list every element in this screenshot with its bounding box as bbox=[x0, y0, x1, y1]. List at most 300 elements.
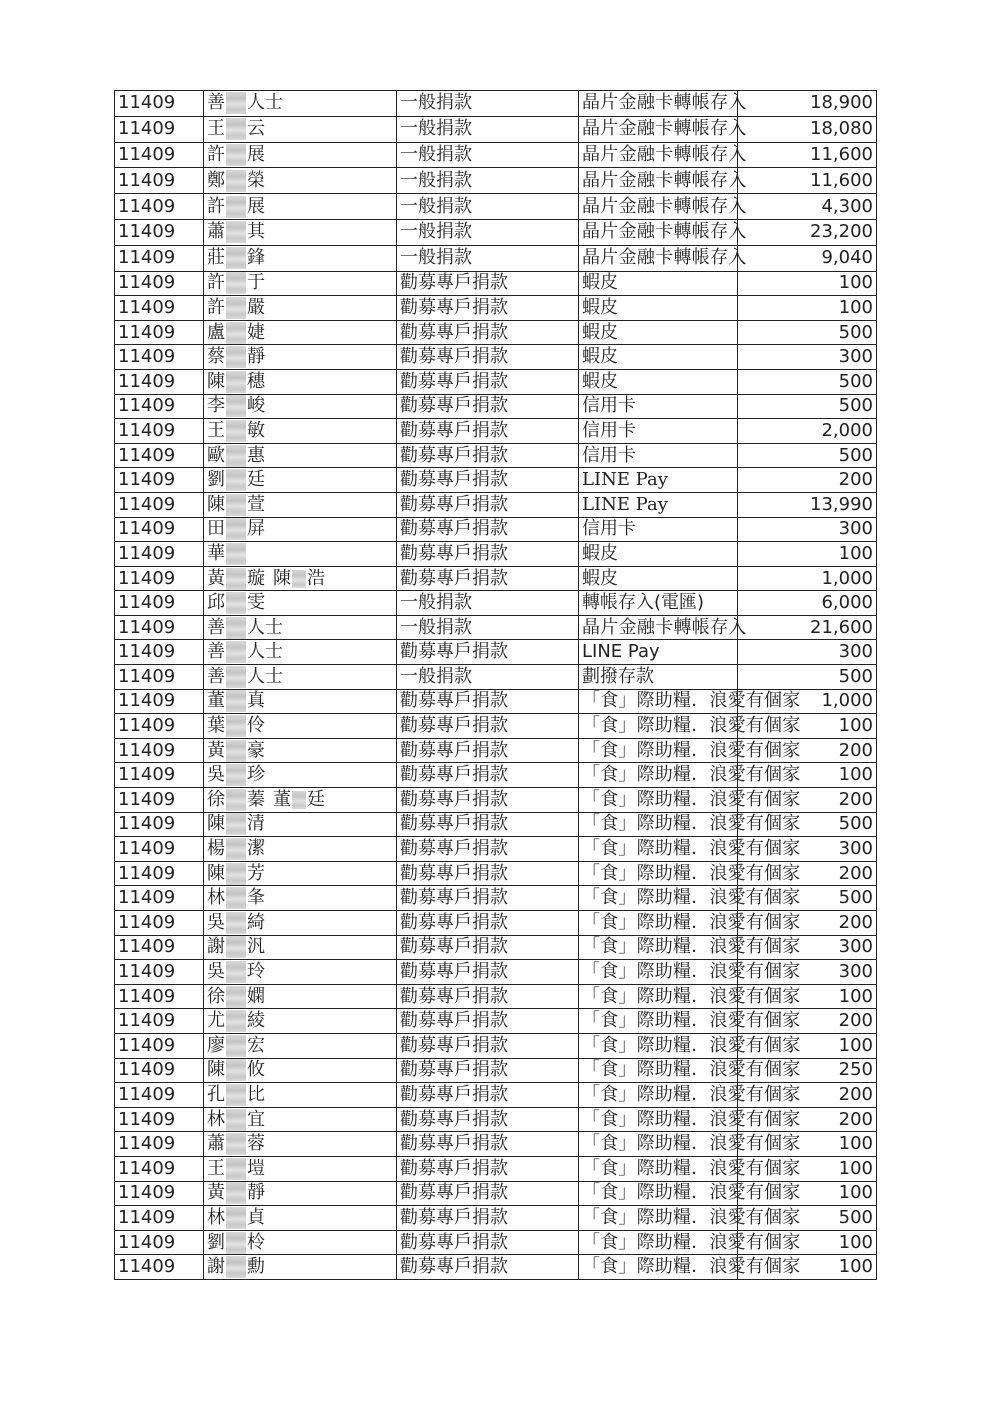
donation-type-cell: 勸募專戶捐款 bbox=[397, 1230, 579, 1255]
amount-cell: 100 bbox=[738, 1132, 877, 1157]
redacted-block bbox=[226, 1256, 246, 1278]
donor-surname: 吳 bbox=[207, 911, 225, 933]
redacted-block bbox=[226, 740, 246, 762]
donor-name-cell bbox=[204, 91, 397, 117]
month-cell: 11409 bbox=[115, 394, 204, 419]
redacted-block bbox=[226, 170, 246, 192]
donor-given-name: 真 bbox=[247, 690, 265, 712]
donation-type-cell: 一般捐款 bbox=[397, 219, 579, 245]
donor-name-cell bbox=[204, 861, 397, 886]
table-row bbox=[115, 1206, 877, 1231]
payment-method-cell: 「食」際助糧．浪愛有個家 bbox=[579, 1206, 738, 1231]
donor-name-cell bbox=[204, 738, 397, 763]
donor-surname: 劉 bbox=[207, 469, 225, 491]
donor-given-name: 人士 bbox=[247, 641, 283, 663]
table-row bbox=[115, 1107, 877, 1132]
payment-method-cell: 「食」際助糧．浪愛有個家 bbox=[579, 763, 738, 788]
donation-type-cell: 勸募專戶捐款 bbox=[397, 1255, 579, 1280]
donor-name-cell bbox=[204, 1107, 397, 1132]
month-cell: 11409 bbox=[115, 911, 204, 936]
amount-cell: 200 bbox=[738, 738, 877, 763]
table-row bbox=[115, 861, 877, 886]
month-cell: 11409 bbox=[115, 1107, 204, 1132]
redacted-block bbox=[226, 543, 246, 565]
month-cell: 11409 bbox=[115, 615, 204, 640]
redacted-block bbox=[226, 863, 246, 885]
donor-given-name: 柃 bbox=[247, 1231, 265, 1253]
redacted-block bbox=[226, 272, 246, 294]
amount-cell: 100 bbox=[738, 1033, 877, 1058]
donation-type-cell: 勸募專戶捐款 bbox=[397, 837, 579, 862]
donor-name-cell bbox=[204, 763, 397, 788]
donor-given-name: 潔 bbox=[247, 838, 265, 860]
amount-cell: 100 bbox=[738, 763, 877, 788]
donor-given-name: 宏 bbox=[247, 1034, 265, 1056]
redacted-block bbox=[226, 568, 246, 590]
donation-type-cell: 勸募專戶捐款 bbox=[397, 640, 579, 665]
month-cell: 11409 bbox=[115, 1206, 204, 1231]
donor-name-cell bbox=[204, 492, 397, 517]
payment-method-cell: 「食」際助糧．浪愛有個家 bbox=[579, 1083, 738, 1108]
table-row bbox=[115, 935, 877, 960]
table-row bbox=[115, 542, 877, 567]
donor-surname: 善 bbox=[207, 616, 225, 638]
month-cell: 11409 bbox=[115, 271, 204, 296]
donor-name-cell bbox=[204, 984, 397, 1009]
donor-given-name: 雯 bbox=[247, 592, 265, 614]
donor-name-cell bbox=[204, 886, 397, 911]
table-row bbox=[115, 615, 877, 640]
month-cell: 11409 bbox=[115, 960, 204, 985]
donor-name-cell bbox=[204, 1058, 397, 1083]
donor-given-name: 伶 bbox=[247, 715, 265, 737]
donor-surname: 王 bbox=[207, 419, 225, 441]
donor-name-cell bbox=[204, 542, 397, 567]
table-row bbox=[115, 345, 877, 370]
donation-type-cell: 勸募專戶捐款 bbox=[397, 1156, 579, 1181]
donor-surname: 陳 bbox=[207, 813, 225, 835]
donor-surname: 黃 bbox=[207, 739, 225, 761]
redacted-block bbox=[226, 1059, 246, 1081]
donor-given-name: 人士 bbox=[247, 665, 283, 687]
amount-cell: 200 bbox=[738, 1083, 877, 1108]
donation-table-body bbox=[115, 91, 877, 1280]
donor-given-name: 屏 bbox=[247, 518, 265, 540]
amount-cell: 18,080 bbox=[738, 116, 877, 142]
donation-type-cell: 勸募專戶捐款 bbox=[397, 492, 579, 517]
month-cell: 11409 bbox=[115, 738, 204, 763]
donor-given-name: 璇 bbox=[247, 567, 265, 589]
donor-name-cell bbox=[204, 1206, 397, 1231]
table-row bbox=[115, 1230, 877, 1255]
donor-name-cell bbox=[204, 517, 397, 542]
donor-surname: 王 bbox=[207, 1157, 225, 1179]
donation-type-cell: 勸募專戶捐款 bbox=[397, 1107, 579, 1132]
redacted-block bbox=[226, 961, 246, 983]
donor-given-name: 靜 bbox=[247, 1182, 265, 1204]
payment-method-cell: 蝦皮 bbox=[579, 320, 738, 345]
amount-cell: 6,000 bbox=[738, 591, 877, 616]
donor-name-cell bbox=[204, 468, 397, 493]
donor-given-name: 嚴 bbox=[247, 296, 265, 318]
amount-cell: 200 bbox=[738, 788, 877, 813]
month-cell: 11409 bbox=[115, 714, 204, 739]
redacted-block bbox=[226, 1207, 246, 1229]
amount-cell: 11,600 bbox=[738, 142, 877, 168]
payment-method-cell: 「食」際助糧．浪愛有個家 bbox=[579, 837, 738, 862]
month-cell: 11409 bbox=[115, 296, 204, 321]
donor-surname: 孔 bbox=[207, 1083, 225, 1105]
redacted-block bbox=[226, 887, 246, 909]
payment-method-cell: 「食」際助糧．浪愛有個家 bbox=[579, 788, 738, 813]
donor-surname: 謝 bbox=[207, 1256, 225, 1278]
donor-name-cell bbox=[204, 566, 397, 591]
donor-given-name: 人士 bbox=[247, 92, 283, 114]
table-row bbox=[115, 91, 877, 117]
table-row bbox=[115, 960, 877, 985]
amount-cell: 13,990 bbox=[738, 492, 877, 517]
redacted-block bbox=[226, 617, 246, 639]
table-row bbox=[115, 1156, 877, 1181]
donor-given-name: 鋒 bbox=[247, 247, 265, 269]
redacted-block bbox=[226, 666, 246, 688]
amount-cell: 300 bbox=[738, 935, 877, 960]
month-cell: 11409 bbox=[115, 245, 204, 271]
table-row bbox=[115, 1181, 877, 1206]
table-row bbox=[115, 1255, 877, 1280]
donor-name-cell bbox=[204, 296, 397, 321]
donor-given-name: 綺 bbox=[247, 911, 265, 933]
amount-cell: 21,600 bbox=[738, 615, 877, 640]
amount-cell: 100 bbox=[738, 542, 877, 567]
amount-cell: 100 bbox=[738, 714, 877, 739]
donor-name-cell bbox=[204, 615, 397, 640]
table-row bbox=[115, 911, 877, 936]
payment-method-cell: 「食」際助糧．浪愛有個家 bbox=[579, 1156, 738, 1181]
donor-given-name: 廷 bbox=[247, 469, 265, 491]
amount-cell: 300 bbox=[738, 517, 877, 542]
payment-method-cell: 「食」際助糧．浪愛有個家 bbox=[579, 1132, 738, 1157]
amount-cell: 200 bbox=[738, 468, 877, 493]
amount-cell: 2,000 bbox=[738, 419, 877, 444]
donor-name-cell bbox=[204, 271, 397, 296]
redacted-block bbox=[226, 1182, 246, 1204]
donation-type-cell: 勸募專戶捐款 bbox=[397, 1132, 579, 1157]
donation-type-cell: 勸募專戶捐款 bbox=[397, 566, 579, 591]
donor-surname: 徐 bbox=[207, 985, 225, 1007]
redacted-block bbox=[226, 469, 246, 491]
donor-given-name: 比 bbox=[247, 1083, 265, 1105]
donor-surname: 盧 bbox=[207, 321, 225, 343]
amount-cell: 100 bbox=[738, 1156, 877, 1181]
donor-given-name: 汎 bbox=[247, 936, 265, 958]
payment-method-cell: 「食」際助糧．浪愛有個家 bbox=[579, 861, 738, 886]
month-cell: 11409 bbox=[115, 542, 204, 567]
redacted-block bbox=[226, 118, 246, 140]
table-row bbox=[115, 419, 877, 444]
month-cell: 11409 bbox=[115, 419, 204, 444]
month-cell: 11409 bbox=[115, 168, 204, 194]
donor-surname: 邱 bbox=[207, 592, 225, 614]
table-row bbox=[115, 984, 877, 1009]
donation-type-cell: 勸募專戶捐款 bbox=[397, 1181, 579, 1206]
month-cell: 11409 bbox=[115, 984, 204, 1009]
donor-given-name: 穗 bbox=[247, 370, 265, 392]
month-cell: 11409 bbox=[115, 689, 204, 714]
donor-given-name: 綾 bbox=[247, 1010, 265, 1032]
donation-type-cell: 勸募專戶捐款 bbox=[397, 911, 579, 936]
redacted-block bbox=[226, 445, 246, 467]
table-row bbox=[115, 369, 877, 394]
amount-cell: 100 bbox=[738, 984, 877, 1009]
donation-type-cell: 一般捐款 bbox=[397, 142, 579, 168]
amount-cell: 1,000 bbox=[738, 566, 877, 591]
payment-method-cell: 晶片金融卡轉帳存入 bbox=[579, 168, 738, 194]
donation-table bbox=[114, 90, 877, 1280]
payment-method-cell: 「食」際助糧．浪愛有個家 bbox=[579, 1058, 738, 1083]
donor-name-cell bbox=[204, 1156, 397, 1181]
redacted-block bbox=[226, 420, 246, 442]
donation-type-cell: 一般捐款 bbox=[397, 91, 579, 117]
table-row bbox=[115, 194, 877, 220]
donor-name-cell bbox=[204, 116, 397, 142]
month-cell: 11409 bbox=[115, 812, 204, 837]
donor-name-cell bbox=[204, 935, 397, 960]
amount-cell: 100 bbox=[738, 296, 877, 321]
donor-surname: 陳 bbox=[207, 370, 225, 392]
month-cell: 11409 bbox=[115, 837, 204, 862]
donor-surname: 善 bbox=[207, 641, 225, 663]
donor-name-cell bbox=[204, 1009, 397, 1034]
donation-type-cell: 勸募專戶捐款 bbox=[397, 960, 579, 985]
amount-cell: 100 bbox=[738, 1230, 877, 1255]
donor-given-name: 峻 bbox=[247, 395, 265, 417]
redacted-block bbox=[226, 247, 246, 269]
donor-name-cell bbox=[204, 960, 397, 985]
month-cell: 11409 bbox=[115, 1255, 204, 1280]
month-cell: 11409 bbox=[115, 443, 204, 468]
payment-method-cell: 劃撥存款 bbox=[579, 665, 738, 690]
amount-cell: 300 bbox=[738, 345, 877, 370]
redacted-block bbox=[226, 764, 246, 786]
amount-cell: 100 bbox=[738, 1181, 877, 1206]
donation-type-cell: 勸募專戶捐款 bbox=[397, 1009, 579, 1034]
month-cell: 11409 bbox=[115, 468, 204, 493]
donor-given-name: 攸 bbox=[247, 1059, 265, 1081]
donor-given-name: 蓉 bbox=[247, 1133, 265, 1155]
donor-surname: 黃 bbox=[207, 1182, 225, 1204]
donor-name-cell bbox=[204, 1230, 397, 1255]
payment-method-cell: 轉帳存入(電匯) bbox=[579, 591, 738, 616]
donor-surname: 林 bbox=[207, 1206, 225, 1228]
redacted-block bbox=[226, 1232, 246, 1254]
amount-cell: 200 bbox=[738, 911, 877, 936]
donation-type-cell: 勸募專戶捐款 bbox=[397, 296, 579, 321]
donor-name-cell bbox=[204, 369, 397, 394]
table-row bbox=[115, 517, 877, 542]
donor-surname: 葉 bbox=[207, 715, 225, 737]
redacted-block bbox=[226, 641, 246, 663]
donation-type-cell: 一般捐款 bbox=[397, 194, 579, 220]
donor-given-name: 展 bbox=[247, 195, 265, 217]
month-cell: 11409 bbox=[115, 1181, 204, 1206]
donor-name-cell bbox=[204, 320, 397, 345]
payment-method-cell: 晶片金融卡轉帳存入 bbox=[579, 245, 738, 271]
payment-method-cell: 「食」際助糧．浪愛有個家 bbox=[579, 1181, 738, 1206]
amount-cell: 300 bbox=[738, 640, 877, 665]
month-cell: 11409 bbox=[115, 1083, 204, 1108]
donor-name-cell bbox=[204, 714, 397, 739]
amount-cell: 500 bbox=[738, 665, 877, 690]
donor-surname: 林 bbox=[207, 887, 225, 909]
donor-given-name: 珍 bbox=[247, 764, 265, 786]
month-cell: 11409 bbox=[115, 1156, 204, 1181]
redacted-block bbox=[226, 1010, 246, 1032]
co-donor-given-name: 浩 bbox=[307, 567, 325, 589]
donor-given-name: 芳 bbox=[247, 862, 265, 884]
month-cell: 11409 bbox=[115, 142, 204, 168]
donation-type-cell: 一般捐款 bbox=[397, 665, 579, 690]
donation-type-cell: 勸募專戶捐款 bbox=[397, 517, 579, 542]
donation-type-cell: 勸募專戶捐款 bbox=[397, 1058, 579, 1083]
table-row bbox=[115, 1009, 877, 1034]
amount-cell: 200 bbox=[738, 1107, 877, 1132]
amount-cell: 9,040 bbox=[738, 245, 877, 271]
donor-surname: 陳 bbox=[207, 1059, 225, 1081]
payment-method-cell: 「食」際助糧．浪愛有個家 bbox=[579, 714, 738, 739]
redacted-block bbox=[292, 570, 306, 588]
donor-surname: 蕭 bbox=[207, 221, 225, 243]
amount-cell: 300 bbox=[738, 960, 877, 985]
payment-method-cell: 蝦皮 bbox=[579, 566, 738, 591]
donor-surname: 許 bbox=[207, 272, 225, 294]
donor-name-cell bbox=[204, 1083, 397, 1108]
donation-type-cell: 勸募專戶捐款 bbox=[397, 394, 579, 419]
table-row bbox=[115, 320, 877, 345]
month-cell: 11409 bbox=[115, 345, 204, 370]
donor-name-cell bbox=[204, 911, 397, 936]
amount-cell: 500 bbox=[738, 443, 877, 468]
redacted-block bbox=[226, 371, 246, 393]
table-row bbox=[115, 665, 877, 690]
redacted-block bbox=[226, 912, 246, 934]
payment-method-cell: LINE Pay bbox=[579, 468, 738, 493]
donation-type-cell: 一般捐款 bbox=[397, 245, 579, 271]
redacted-block bbox=[292, 791, 306, 809]
payment-method-cell: 信用卡 bbox=[579, 443, 738, 468]
table-row bbox=[115, 219, 877, 245]
amount-cell: 23,200 bbox=[738, 219, 877, 245]
table-row bbox=[115, 492, 877, 517]
payment-method-cell: LINE Pay bbox=[579, 492, 738, 517]
donor-surname: 蕭 bbox=[207, 1133, 225, 1155]
table-row bbox=[115, 738, 877, 763]
donation-type-cell: 勸募專戶捐款 bbox=[397, 689, 579, 714]
amount-cell: 250 bbox=[738, 1058, 877, 1083]
month-cell: 11409 bbox=[115, 1009, 204, 1034]
table-row bbox=[115, 566, 877, 591]
donation-type-cell: 勸募專戶捐款 bbox=[397, 1083, 579, 1108]
donation-type-cell: 一般捐款 bbox=[397, 615, 579, 640]
month-cell: 11409 bbox=[115, 886, 204, 911]
redacted-block bbox=[226, 715, 246, 737]
donation-type-cell: 勸募專戶捐款 bbox=[397, 861, 579, 886]
payment-method-cell: 「食」際助糧．浪愛有個家 bbox=[579, 984, 738, 1009]
table-row bbox=[115, 394, 877, 419]
payment-method-cell: 晶片金融卡轉帳存入 bbox=[579, 615, 738, 640]
donation-type-cell: 勸募專戶捐款 bbox=[397, 271, 579, 296]
payment-method-cell: 「食」際助糧．浪愛有個家 bbox=[579, 1107, 738, 1132]
redacted-block bbox=[226, 789, 246, 811]
donor-name-cell bbox=[204, 394, 397, 419]
donation-type-cell: 勸募專戶捐款 bbox=[397, 468, 579, 493]
donor-given-name: 玲 bbox=[247, 961, 265, 982]
redacted-block bbox=[226, 196, 246, 218]
donor-given-name: 塏 bbox=[247, 1157, 265, 1179]
table-row bbox=[115, 245, 877, 271]
donor-surname: 謝 bbox=[207, 936, 225, 958]
redacted-block bbox=[226, 518, 246, 540]
donor-surname: 華 bbox=[207, 542, 225, 564]
payment-method-cell: 蝦皮 bbox=[579, 369, 738, 394]
month-cell: 11409 bbox=[115, 1132, 204, 1157]
donation-type-cell: 勸募專戶捐款 bbox=[397, 714, 579, 739]
month-cell: 11409 bbox=[115, 640, 204, 665]
redacted-block bbox=[226, 690, 246, 712]
payment-method-cell: 晶片金融卡轉帳存入 bbox=[579, 116, 738, 142]
donor-given-name: 靜 bbox=[247, 346, 265, 368]
month-cell: 11409 bbox=[115, 935, 204, 960]
payment-method-cell: 蝦皮 bbox=[579, 296, 738, 321]
payment-method-cell: 蝦皮 bbox=[579, 271, 738, 296]
donor-given-name: 貞 bbox=[247, 1206, 265, 1228]
donor-surname: 徐 bbox=[207, 788, 225, 810]
amount-cell: 500 bbox=[738, 394, 877, 419]
donor-surname: 王 bbox=[207, 118, 225, 140]
donation-type-cell: 勸募專戶捐款 bbox=[397, 788, 579, 813]
amount-cell: 100 bbox=[738, 271, 877, 296]
table-row bbox=[115, 1033, 877, 1058]
donor-surname: 善 bbox=[207, 665, 225, 687]
co-donor-given-name: 廷 bbox=[307, 788, 325, 810]
month-cell: 11409 bbox=[115, 219, 204, 245]
redacted-block bbox=[226, 322, 246, 344]
donor-surname: 吳 bbox=[207, 961, 225, 982]
redacted-block bbox=[226, 92, 246, 114]
donor-surname: 莊 bbox=[207, 247, 225, 269]
donor-name-cell bbox=[204, 1255, 397, 1280]
donor-name-cell bbox=[204, 689, 397, 714]
amount-cell: 200 bbox=[738, 1009, 877, 1034]
donor-surname: 許 bbox=[207, 296, 225, 318]
donor-given-name: 萱 bbox=[247, 493, 265, 515]
donor-given-name: 勳 bbox=[247, 1256, 265, 1278]
redacted-block bbox=[226, 494, 246, 516]
donor-surname: 董 bbox=[207, 690, 225, 712]
donor-name-cell bbox=[204, 194, 397, 220]
payment-method-cell: 晶片金融卡轉帳存入 bbox=[579, 91, 738, 117]
redacted-block bbox=[226, 144, 246, 166]
donor-name-cell bbox=[204, 591, 397, 616]
redacted-block bbox=[226, 986, 246, 1008]
redacted-block bbox=[226, 1084, 246, 1106]
donor-given-name: 云 bbox=[247, 118, 265, 140]
table-row bbox=[115, 788, 877, 813]
donor-given-name: 清 bbox=[247, 813, 265, 835]
donation-type-cell: 勸募專戶捐款 bbox=[397, 1206, 579, 1231]
month-cell: 11409 bbox=[115, 763, 204, 788]
month-cell: 11409 bbox=[115, 1230, 204, 1255]
